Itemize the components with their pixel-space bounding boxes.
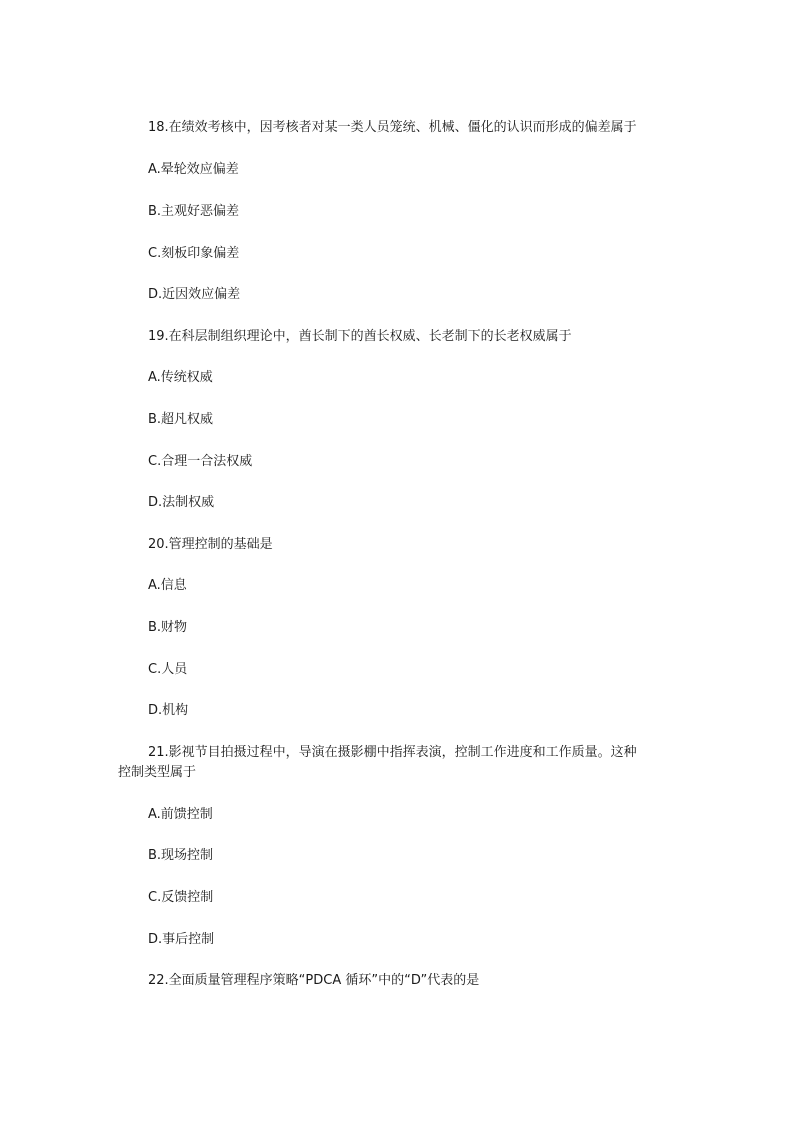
question-20-option-d: D.机构	[148, 703, 189, 718]
question-21-stem-line-2: 控制类型属于	[118, 765, 197, 780]
question-19-option-b: B.超凡权威	[148, 412, 214, 427]
question-19-stem: 19.在科层制组织理论中，酋长制下的酋长权威、长老制下的长老权威属于	[148, 329, 572, 344]
question-19-option-a: A.传统权威	[148, 370, 213, 385]
question-18-option-d: D.近因效应偏差	[148, 287, 241, 302]
question-18-option-c: C.刻板印象偏差	[148, 246, 240, 261]
question-19-option-c: C.合理一合法权威	[148, 454, 253, 469]
question-20-option-c: C.人员	[148, 662, 188, 677]
question-22-stem: 22.全面质量管理程序策略“PDCA 循环”中的“D”代表的是	[148, 973, 480, 988]
question-19-option-d: D.法制权威	[148, 495, 215, 510]
question-18-option-a: A.晕轮效应偏差	[148, 162, 239, 177]
question-18-option-b: B.主观好恶偏差	[148, 204, 240, 219]
question-21-option-b: B.现场控制	[148, 848, 214, 863]
question-20-stem: 20.管理控制的基础是	[148, 537, 273, 552]
question-21-option-d: D.事后控制	[148, 932, 215, 947]
question-21-option-a: A.前馈控制	[148, 807, 213, 822]
question-20-option-a: A.信息	[148, 578, 187, 593]
question-21-stem-line-1: 21.影视节目拍摄过程中，导演在摄影棚中指挥表演，控制工作进度和工作质量。这种	[148, 745, 637, 760]
question-20-option-b: B.财物	[148, 620, 188, 635]
question-21-option-c: C.反馈控制	[148, 890, 214, 905]
question-18-stem: 18.在绩效考核中，因考核者对某一类人员笼统、机械、僵化的认识而形成的偏差属于	[148, 120, 637, 135]
